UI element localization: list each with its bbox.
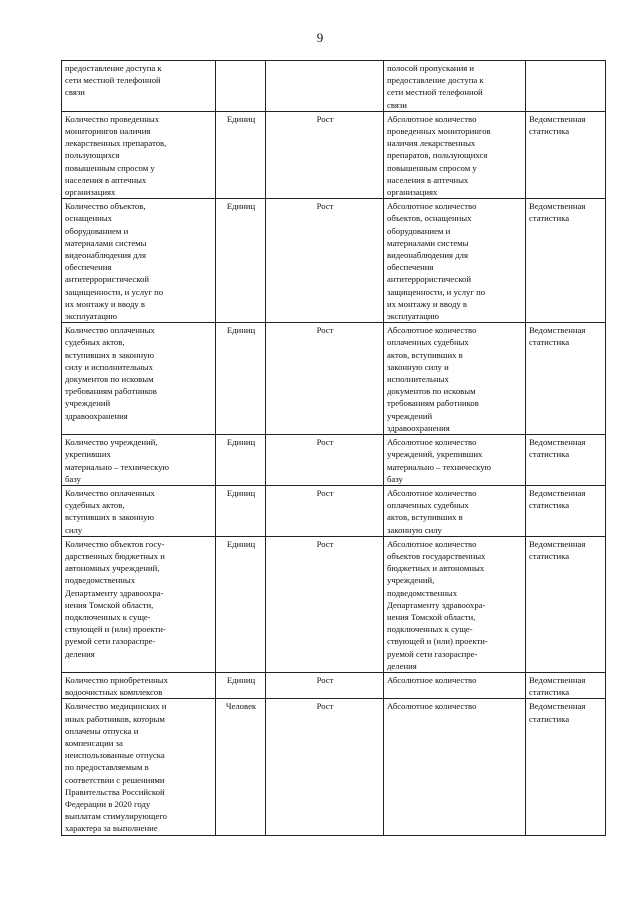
description-cell: Абсолютное количество <box>384 699 526 835</box>
indicator-name-cell: Количество оплаченных судебных актов, вступивших в законную силу и исполнительных документов по исковым требованиям работников учреждений здравоохранения <box>62 323 216 435</box>
indicator-name-cell: Количество объектов госу- дарственных бюджетных и автономных учреждений, подведомственных Департаменту здравоохра- нения Томской области, подключенных к суще- ствующей и (или) проекти- руемой сети газораспре- деления <box>62 536 216 672</box>
trend-cell: Рост <box>266 485 384 536</box>
trend-cell: Рост <box>266 536 384 672</box>
trend-cell: Рост <box>266 111 384 198</box>
table-row <box>62 61 606 112</box>
description-cell: Абсолютное количество оплаченных судебных актов, вступивших в законную силу и исполнительных документов по исковым требованиям работников учреждений здравоохранения <box>384 323 526 435</box>
description-cell: Абсолютное количество учреждений, укрепивших материально – техническую базу <box>384 435 526 486</box>
indicator-name-cell: Количество приобретенных водоочистных комплексов <box>62 672 216 698</box>
table-row <box>62 111 606 198</box>
source-cell: Ведомственная статистика <box>526 199 606 323</box>
trend-cell <box>266 61 384 112</box>
description-cell: Абсолютное количество оплаченных судебных актов, вступивших в законную силу <box>384 485 526 536</box>
indicator-name-cell: Количество оплаченных судебных актов, вступивших в законную силу <box>62 485 216 536</box>
table-row <box>62 672 606 698</box>
trend-cell: Рост <box>266 699 384 835</box>
source-cell: Ведомственная статистика <box>526 323 606 435</box>
unit-cell <box>216 61 266 112</box>
description-cell: Абсолютное количество объектов государственных бюджетных и автономных учреждений, подведомственных Департаменту здравоохра- нения Томской области, подключенных к суще- ствующей и (или) проекти- руемой сети газораспре- деления <box>384 536 526 672</box>
description-cell: Абсолютное количество <box>384 672 526 698</box>
trend-cell: Рост <box>266 199 384 323</box>
indicator-name-cell: Количество проведенных мониторингов наличия лекарственных препаратов, пользующихся повышенным спросом у населения в аптечных организациях <box>62 111 216 198</box>
table-row <box>62 485 606 536</box>
table-row <box>62 323 606 435</box>
source-cell: Ведомственная статистика <box>526 536 606 672</box>
unit-cell: Единиц <box>216 323 266 435</box>
table-row <box>62 699 606 835</box>
description-cell: Абсолютное количество проведенных мониторингов наличия лекарственных препаратов, пользующихся повышенным спросом у населения в аптечных организациях <box>384 111 526 198</box>
table-row <box>62 435 606 486</box>
indicators-table <box>61 60 606 836</box>
source-cell: Ведомственная статистика <box>526 485 606 536</box>
indicator-name-cell: Количество учреждений, укрепивших материально – техническую базу <box>62 435 216 486</box>
page-number: 9 <box>316 30 324 45</box>
source-cell: Ведомственная статистика <box>526 111 606 198</box>
unit-cell: Единиц <box>216 199 266 323</box>
source-cell: Ведомственная статистика <box>526 672 606 698</box>
source-cell: Ведомственная статистика <box>526 699 606 835</box>
trend-cell: Рост <box>266 435 384 486</box>
indicator-name-cell: Количество медицинских и иных работников, которым оплачены отпуска и компенсации за неиспользованные отпуска по предоставляемым в соответствии с решениями Правительства Российской Федерации в 2020 году выплатам стимулирующего характера за выполнение <box>62 699 216 835</box>
unit-cell: Единиц <box>216 435 266 486</box>
table-row <box>62 536 606 672</box>
source-cell <box>526 61 606 112</box>
unit-cell: Единиц <box>216 536 266 672</box>
source-cell: Ведомственная статистика <box>526 435 606 486</box>
description-cell: полосой пропускания и предоставление доступа к сети местной телефонной связи <box>384 61 526 112</box>
unit-cell: Единиц <box>216 111 266 198</box>
unit-cell: Человек <box>216 699 266 835</box>
unit-cell: Единиц <box>216 485 266 536</box>
trend-cell: Рост <box>266 323 384 435</box>
trend-cell: Рост <box>266 672 384 698</box>
table-row <box>62 199 606 323</box>
indicator-name-cell: предоставление доступа к сети местной телефонной связи <box>62 61 216 112</box>
description-cell: Абсолютное количество объектов, оснащенных оборудованием и материалами системы видеонаблюдения для обеспечения антитеррористической защищенности, и услуг по их монтажу и вводу в эксплуатацию <box>384 199 526 323</box>
unit-cell: Единиц <box>216 672 266 698</box>
indicator-name-cell: Количество объектов, оснащенных оборудованием и материалами системы видеонаблюдения для обеспечения антитеррористической защищенности, и услуг по их монтажу и вводу в эксплуатацию <box>62 199 216 323</box>
